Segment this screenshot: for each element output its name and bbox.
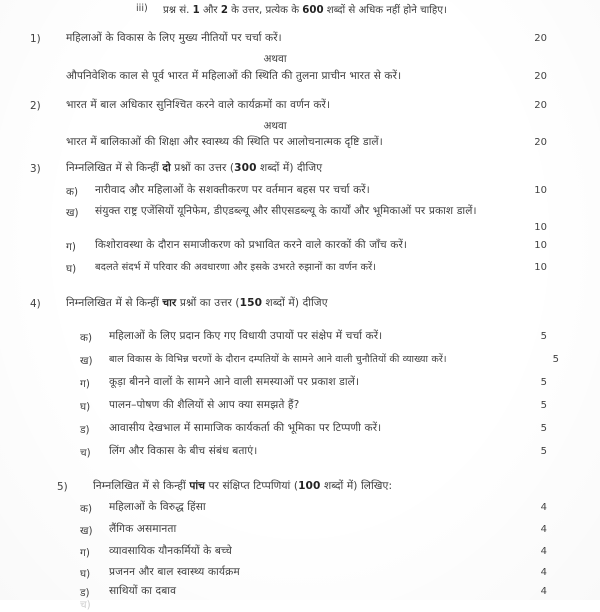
sub-item-text-5a: महिलाओं के विरुद्ध हिंसा: [109, 501, 206, 513]
question-alt-text-2: भारत में बालिकाओं की शिक्षा और स्वास्थ्य की स्थिति पर आलोचनात्मक दृष्टि डालें।: [66, 136, 383, 148]
sub-item-label-5b: ख): [80, 525, 93, 537]
sub-item-marks-4d: 5: [540, 400, 547, 411]
question-stem-5-part-1: निम्नलिखित में से किन्हीं: [93, 480, 186, 492]
sub-item-marks-5d: 4: [540, 567, 547, 578]
sub-item-marks-3d: 10: [534, 262, 547, 273]
question-marks-1: 20: [534, 33, 547, 44]
sub-item-marks-5c: 4: [540, 546, 547, 557]
sub-item-text-3a: नारीवाद और महिलाओं के सशक्तीकरण पर वर्तमान बहस पर चर्चा करें।: [95, 184, 370, 196]
sub-item-label-4b: ख): [80, 355, 93, 367]
question-number-4: 4): [30, 298, 41, 310]
question-stem-3-words: 300: [234, 162, 257, 174]
question-number-3: 3): [30, 163, 41, 175]
sub-item-marks-4b: 5: [552, 354, 559, 365]
or-label-1: अथवा: [263, 53, 287, 65]
question-stem-4-part-2: प्रश्नों का उत्तर (: [179, 297, 240, 309]
sub-item-text-4f: लिंग और विकास के बीच संबंध बताएं।: [109, 445, 258, 457]
sub-item-text-4c: कूड़ा बीनने वालों के सामने आने वाली समस्याओं पर प्रकाश डालें।: [109, 376, 360, 388]
sub-item-text-3d: बदलते संदर्भ में परिवार की अवधारणा और इसके उभरते रुझानों का वर्णन करें।: [95, 262, 377, 273]
question-stem-5-part-3: शब्दों में) लिखिए:: [320, 480, 393, 492]
sub-item-label-3c: ग): [66, 241, 76, 253]
sub-item-text-4a: महिलाओं के लिए प्रदान किए गए विधायी उपायों पर संक्षेप में चर्चा करें।: [109, 330, 383, 342]
sub-item-label-5a: क): [80, 503, 93, 515]
question-stem-3-part-2: प्रश्नों का उत्तर (: [174, 162, 235, 174]
sub-item-text-4e: आवासीय देखभाल में सामाजिक कार्यकर्ता की भूमिका पर टिप्पणी करें।: [109, 422, 382, 434]
instruction-text-part-3: के उत्तर, प्रत्येक के: [231, 5, 300, 16]
question-alt-text-1: औपनिवेशिक काल से पूर्व भारत में महिलाओं की स्थिति की तुलना प्राचीन भारत से करें।: [66, 70, 402, 82]
question-stem-5-count: पांच: [189, 480, 206, 492]
instruction-bold-3: 600: [302, 5, 324, 16]
sub-item-label-3b: ख): [66, 207, 79, 219]
question-stem-3-part-1: निम्नलिखित में से किन्हीं: [66, 162, 159, 174]
sub-item-text-3b: संयुक्त राष्ट्र एजेंसियों यूनिफेम, डीएडब्ल्यू और सीएसडब्ल्यू के कार्यों और भूमिकाओं पर प्रकाश डालें।: [95, 205, 477, 217]
instruction-bold-2: 2: [220, 5, 228, 16]
sub-item-marks-5e: 4: [540, 586, 547, 597]
question-number-1: 1): [30, 33, 41, 45]
question-stem-4-words: 150: [239, 297, 263, 309]
sub-item-text-5c: व्यावसायिक यौनकर्मियों के बच्चे: [109, 545, 232, 557]
question-stem-5-part-2: पर संक्षिप्त टिप्पणियां (: [208, 480, 299, 492]
sub-item-marks-4e: 5: [540, 423, 547, 434]
instruction-bold-1: 1: [192, 5, 200, 16]
sub-item-text-5e: साथियों का दबाव: [109, 585, 177, 597]
question-text-2: भारत में बाल अधिकार सुनिश्चित करने वाले कार्यक्रमों का वर्णन करें।: [66, 99, 331, 111]
instruction-marker: iii): [136, 3, 148, 14]
sub-item-label-5d: घ): [80, 568, 91, 580]
sub-item-marks-4c: 5: [540, 377, 547, 388]
question-alt-marks-2: 20: [534, 137, 547, 148]
sub-item-label-4f: च): [80, 447, 91, 459]
clipped-sub-item-label: च): [80, 599, 91, 611]
instruction-text-part-1: प्रश्न सं.: [163, 5, 190, 16]
sub-item-marks-4a: 5: [540, 331, 547, 342]
question-stem-3: [66, 162, 322, 175]
question-number-2: 2): [30, 100, 41, 112]
sub-item-label-4c: ग): [80, 378, 90, 390]
question-stem-3-count: दो: [162, 162, 171, 174]
sub-item-label-5c: ग): [80, 547, 90, 559]
sub-item-marks-3a: 10: [534, 185, 547, 196]
question-stem-4-count: चार: [162, 297, 177, 309]
question-stem-5: [93, 480, 392, 493]
sub-item-label-5e: ड): [80, 587, 90, 599]
or-label-2: अथवा: [263, 120, 287, 132]
question-stem-4-part-3: शब्दों में) दीजिए: [262, 297, 328, 309]
question-marks-2: 20: [534, 100, 547, 111]
instruction-text: [163, 2, 447, 16]
sub-item-label-4a: क): [80, 332, 93, 344]
sub-item-marks-3b: 10: [534, 222, 547, 233]
question-number-5: 5): [57, 481, 68, 493]
sub-item-label-3d: घ): [66, 263, 77, 275]
question-text-1: महिलाओं के विकास के लिए मुख्य नीतियों पर चर्चा करें।: [66, 32, 282, 44]
sub-item-marks-4f: 5: [540, 446, 547, 457]
sub-item-marks-3c: 10: [534, 240, 547, 251]
sub-item-marks-5a: 4: [540, 502, 547, 513]
sub-item-text-5d: प्रजनन और बाल स्वास्थ्य कार्यक्रम: [109, 566, 240, 578]
question-stem-4: [66, 297, 328, 310]
sub-item-text-4d: पालन–पोषण की शैलियों से आप क्या समझते हैं?: [109, 399, 300, 411]
instruction-text-part-2: और: [202, 5, 218, 16]
sub-item-label-4e: ड): [80, 424, 90, 436]
sub-item-text-4b: बाल विकास के विभिन्न चरणों के दौरान दम्पतियों के सामने आने वाली चुनौतियों की व्याख्या करें।: [109, 354, 447, 365]
sub-item-text-5b: लैंगिक असमानता: [109, 523, 177, 535]
question-stem-5-words: 100: [298, 480, 321, 492]
sub-item-label-4d: घ): [80, 401, 91, 413]
question-stem-4-part-1: निम्नलिखित में से किन्हीं: [66, 297, 159, 309]
question-stem-3-part-3: शब्दों में) दीजिए: [256, 162, 323, 174]
question-alt-marks-1: 20: [534, 71, 547, 82]
sub-item-text-3c: किशोरावस्था के दौरान समाजीकरण को प्रभावित करने वाले कारकों की जाँच करें।: [95, 239, 408, 251]
sub-item-marks-5b: 4: [540, 524, 547, 535]
sub-item-label-3a: क): [66, 186, 79, 198]
instruction-text-part-4: शब्दों से अधिक नहीं होने चाहिए।: [326, 5, 447, 16]
